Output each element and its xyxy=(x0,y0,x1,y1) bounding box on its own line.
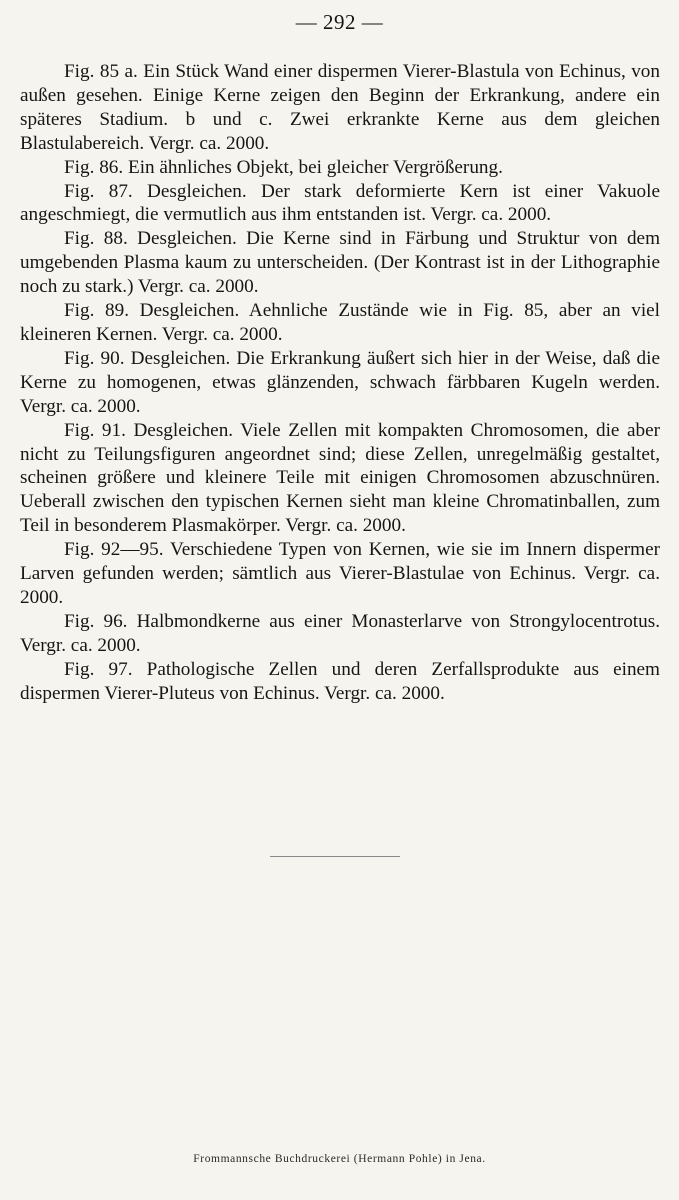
caption-fig-91: Fig. 91. Desgleichen. Viele Zellen mit kompakten Chromosomen, die aber nicht zu Teilungsfiguren angeordnet sind; diese Zellen, unregelmäßig gestaltet, scheinen größere und kleinere Teile mit einigen Chromosomen abzuschnüren. Ueberall zwischen den typischen Kernen sieht man kleine Chromatinballen, zum Teil in besonderem Plasmakörper. Vergr. ca. 2000. xyxy=(20,419,660,537)
caption-fig-85: Fig. 85 a. Ein Stück Wand einer dispermen Vierer-Blastula von Echinus, von außen gesehen. Einige Kerne zeigen den Beginn der Erkrankung, andere ein späteres Stadium. b und c. Zwei erkrankte Kerne aus dem gleichen Blastulabereich. Vergr. ca. 2000. xyxy=(20,61,660,154)
caption-fig-92-95: Fig. 92—95. Verschiedene Typen von Kernen, wie sie im Innern dispermer Larven gefunden werden; sämtlich aus Vierer-Blastulae von Echinus. Vergr. ca. 2000. xyxy=(20,539,660,608)
page-number: — 292 — xyxy=(295,10,384,34)
printer-imprint: Frommannsche Buchdruckerei (Hermann Pohle) in Jena. xyxy=(193,1153,486,1165)
caption-fig-89: Fig. 89. Desgleichen. Aehnliche Zustände wie in Fig. 85, aber an viel kleineren Kernen. Vergr. ca. 2000. xyxy=(20,300,660,345)
section-divider xyxy=(270,856,400,857)
caption-fig-97: Fig. 97. Pathologische Zellen und deren Zerfallsprodukte aus einem dispermen Vierer-Pluteus von Echinus. Vergr. ca. 2000. xyxy=(20,658,660,704)
caption-fig-86: Fig. 86. Ein ähnliches Objekt, bei gleicher Vergrößerung. xyxy=(64,156,503,178)
caption-fig-90: Fig. 90. Desgleichen. Die Erkrankung äußert sich hier in der Weise, daß die Kerne zu homogenen, etwas glänzenden, schwach färbbaren Kugeln werden. Vergr. ca. 2000. xyxy=(20,347,660,417)
caption-fig-96: Fig. 96. Halbmondkerne aus einer Monasterlarve von Strongylocentrotus. Vergr. ca. 2000. xyxy=(20,610,660,656)
caption-fig-87: Fig. 87. Desgleichen. Der stark deformierte Kern ist einer Vakuole angeschmiegt, die vermutlich aus ihm entstanden ist. Vergr. ca. 2000. xyxy=(20,180,660,226)
figure-captions xyxy=(20,60,660,705)
caption-fig-88: Fig. 88. Desgleichen. Die Kerne sind in Färbung und Struktur von dem umgebenden Plasma kaum zu unterscheiden. (Der Kontrast ist in der Lithographie noch zu stark.) Vergr. ca. 2000. xyxy=(20,228,660,298)
